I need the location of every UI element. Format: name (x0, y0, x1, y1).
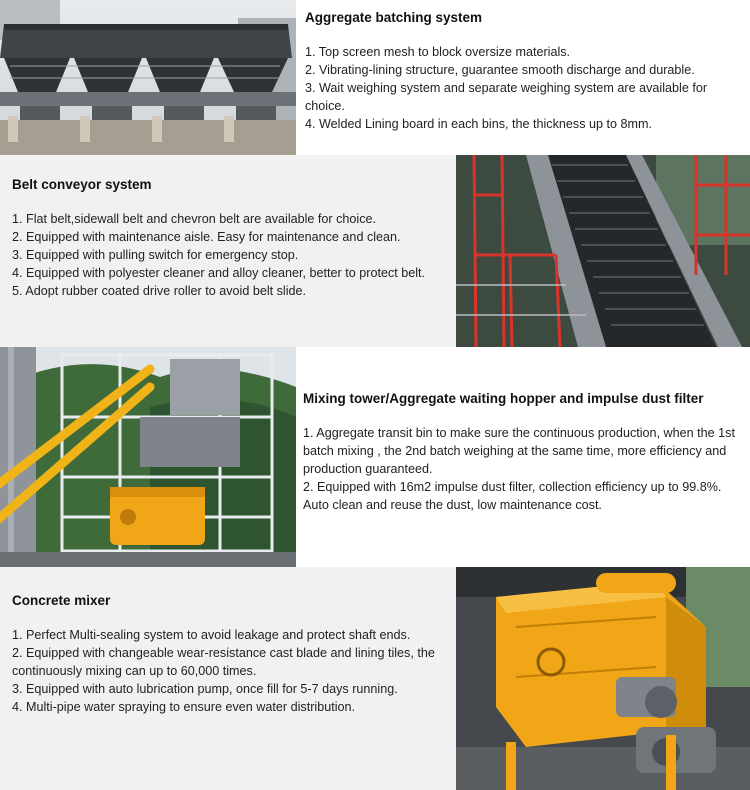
list-item: 2. Equipped with changeable wear-resistance cast blade and lining tiles, the continuously mixing can up to 60,000 times. (12, 646, 435, 678)
section-title: Concrete mixer (12, 593, 111, 608)
list-item: 1. Aggregate transit bin to make sure the continuous production, when the 1st batch mixing , the 2nd batch weighing at the same time, more efficiency and production guaranteed. (303, 426, 735, 476)
list-item: 2. Equipped with 16m2 impulse dust filter, collection efficiency up to 99.8%. Auto clean and reuse the dust, low maintenance cost. (303, 480, 722, 512)
concrete-mixer-text (12, 593, 444, 716)
list-item: 5. Adopt rubber coated drive roller to avoid belt slide. (12, 284, 307, 298)
list-item: 1. Flat belt,sidewall belt and chevron belt are available for choice. (12, 212, 377, 226)
section-title: Belt conveyor system (12, 177, 152, 192)
section-title: Mixing tower/Aggregate waiting hopper and impulse dust filter (303, 391, 704, 406)
section-mixing-tower (0, 347, 750, 567)
belt-conveyor-text (12, 177, 447, 300)
list-item: 1. Perfect Multi-sealing system to avoid leakage and protect shaft ends. (12, 628, 411, 642)
list-item: 1. Top screen mesh to block oversize materials. (305, 45, 571, 59)
concrete-mixer-photo (456, 567, 750, 790)
mixing-tower-text (303, 391, 743, 514)
section-concrete-mixer (0, 567, 750, 790)
section-aggregate-batching (0, 0, 750, 155)
mixing-tower-photo (0, 347, 296, 567)
list-item: 2. Equipped with maintenance aisle. Easy for maintenance and clean. (12, 230, 401, 244)
section-title: Aggregate batching system (305, 10, 483, 25)
list-item: 4. Welded Lining board in each bins, the thickness up to 8mm. (305, 117, 652, 131)
aggregate-batching-text (305, 10, 743, 133)
section-belt-conveyor (0, 155, 750, 347)
list-item: 4. Equipped with polyester cleaner and alloy cleaner, better to protect belt. (12, 266, 426, 280)
list-item: 3. Equipped with pulling switch for emergency stop. (12, 248, 299, 262)
list-item: 3. Equipped with auto lubrication pump, once fill for 5-7 days running. (12, 682, 398, 696)
list-item: 4. Multi-pipe water spraying to ensure even water distribution. (12, 700, 356, 714)
aggregate-batching-photo (0, 0, 296, 155)
list-item: 3. Wait weighing system and separate weighing system are available for choice. (305, 81, 708, 113)
belt-conveyor-photo (456, 155, 750, 347)
list-item: 2. Vibrating-lining structure, guarantee smooth discharge and durable. (305, 63, 695, 77)
